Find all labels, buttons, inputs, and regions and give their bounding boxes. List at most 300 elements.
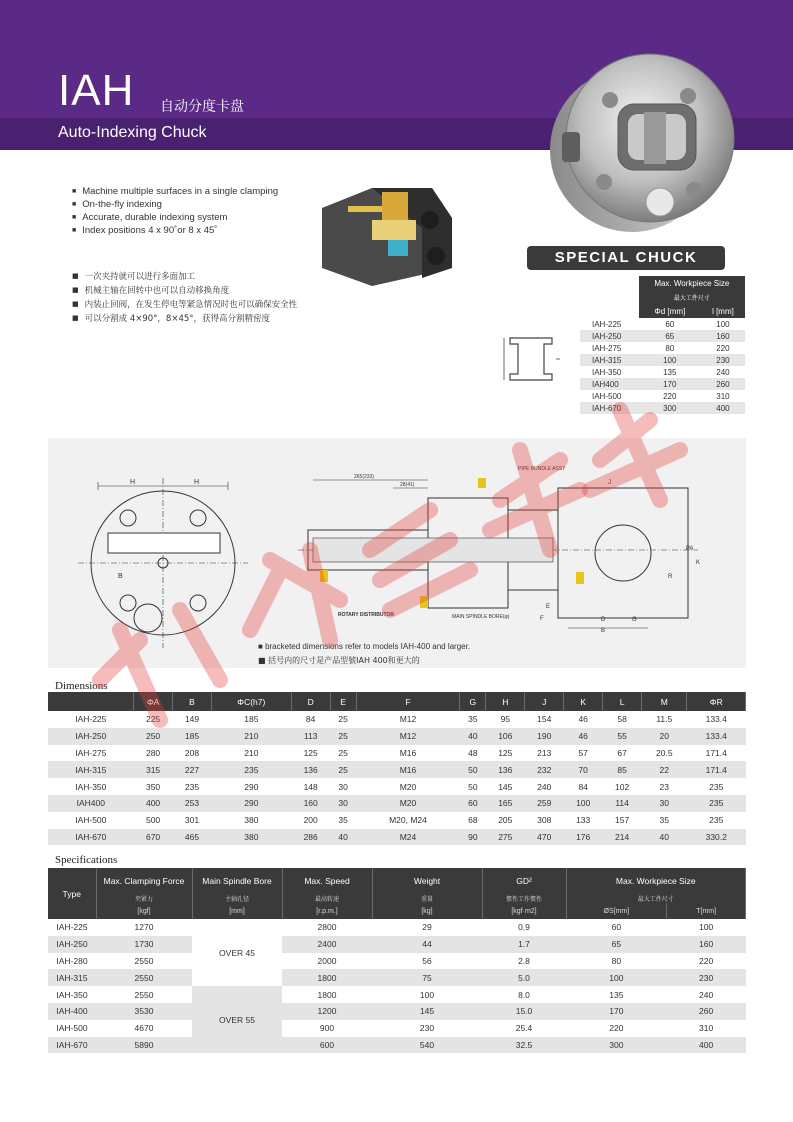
dim-header-cell: D [291, 692, 330, 711]
drawing-label-k: K [696, 560, 701, 566]
spec-table-row [48, 969, 746, 986]
dim-cell: 11.5 [656, 714, 673, 725]
dim-cell: 200 [303, 815, 318, 826]
dim-cell: 23 [659, 781, 670, 792]
spec-h-force-cn: 夹紧力 [96, 894, 192, 903]
mw-cell: 220 [663, 391, 677, 401]
dim-header-cell: F [356, 692, 460, 711]
spec-h-mw-cn: 最大工件尺寸 [566, 894, 746, 903]
spec-table-row [48, 1020, 746, 1037]
dim-cell: 315 [134, 761, 173, 778]
dim-cell: IAH-225 [75, 714, 107, 725]
feature-item-cn: ■ 内装止回阀，在发生停电等紧急情况时也可以确保安全性 [72, 298, 297, 312]
spec-h-speed-cn: 最高转速 [282, 894, 372, 903]
spec-cell: 1730 [96, 936, 192, 953]
spec-cell: IAH-280 [56, 955, 88, 966]
spec-cell: 900 [319, 1023, 335, 1034]
mw-table-row [580, 330, 745, 342]
dim-cell: 235 [211, 761, 291, 778]
front-view [78, 478, 248, 648]
dim-cell: 35 [468, 714, 478, 725]
mw-col-l: l [mm] [701, 304, 745, 318]
cutaway-illustration [312, 178, 457, 288]
mw-cell: 400 [701, 402, 745, 414]
dim-cell: M16 [356, 761, 460, 778]
dim-cell: 20.5 [656, 747, 673, 758]
page-subtitle: Auto-Indexing Chuck [58, 124, 207, 141]
spec-table-row [48, 936, 746, 953]
dim-cell: 85 [603, 761, 642, 778]
special-chuck-badge: SPECIAL CHUCK [527, 246, 725, 270]
mw-cell: 160 [701, 330, 745, 342]
dim-cell: 301 [184, 815, 200, 826]
spec-table-row [48, 953, 746, 970]
dim-cell: 280 [145, 747, 161, 758]
spec-cell: 1800 [282, 969, 372, 986]
mw-cell: 230 [701, 354, 745, 366]
dim-table-row [48, 778, 746, 795]
dim-cell: M12 [399, 714, 417, 725]
mw-cell-model: IAH-350 [592, 367, 622, 377]
dim-header-cell: L [603, 692, 642, 711]
dim-cell: 185 [173, 728, 212, 745]
dim-cell: 125 [498, 747, 513, 758]
spec-table-row [48, 1037, 746, 1054]
dim-cell: 465 [173, 829, 212, 846]
dim-table-row [48, 761, 746, 778]
dim-cell: 214 [603, 829, 642, 846]
dim-cell: 90 [460, 829, 486, 846]
mw-cell: 135 [663, 367, 677, 377]
spec-h-weight-cn: 重量 [372, 894, 482, 903]
spec-h-mw: Max. Workpiece Size [566, 868, 746, 894]
workpiece-profile-diagram [500, 330, 562, 388]
dim-cell: 286 [291, 829, 330, 846]
dim-cell: 46 [578, 714, 588, 725]
spec-cell: 300 [566, 1037, 667, 1054]
dim-cell: 210 [211, 728, 291, 745]
mw-cell: 240 [716, 367, 730, 377]
drawing-label-j: J [608, 480, 611, 486]
spec-cell: 260 [667, 1003, 746, 1020]
dim-header-cell: E [330, 692, 356, 711]
dim-table-row [48, 728, 746, 745]
spec-h-speed: Max. Speed [282, 868, 372, 894]
spec-cell: 0.9 [518, 922, 530, 933]
dim-cell: 102 [615, 781, 630, 792]
dim-cell: 205 [498, 815, 513, 826]
specifications-title: Specifications [55, 854, 118, 866]
page-title: IAH [58, 66, 135, 115]
dim-cell: 35 [659, 815, 670, 826]
dim-table-row [48, 812, 746, 829]
feature-list [72, 185, 278, 237]
drawing-label-dim1: 265(233) [354, 474, 375, 480]
dim-header-cell: G [460, 692, 486, 711]
spec-cell: 56 [422, 955, 432, 966]
spec-cell: IAH-670 [48, 1037, 96, 1054]
drawing-label-g: G [632, 617, 637, 623]
dim-cell: 50 [460, 761, 486, 778]
drawing-label-e: E [546, 604, 551, 610]
dim-cell: 350 [145, 781, 161, 792]
dim-cell: 157 [615, 815, 630, 826]
dim-cell: IAH-670 [48, 829, 134, 846]
spec-h-weight: Weight [372, 868, 482, 894]
drawing-label-bore: MAIN SPINDLE BORE(φ) [452, 614, 510, 620]
dim-cell: 190 [525, 728, 564, 745]
dim-cell: IAH-500 [75, 815, 107, 826]
dim-cell: 60 [460, 795, 486, 812]
dim-cell: 253 [173, 795, 212, 812]
drawing-label-h2: H [194, 479, 200, 486]
spec-cell: 170 [566, 1003, 667, 1020]
mw-table-row [580, 366, 745, 378]
mw-cell-model: IAH-275 [592, 343, 622, 353]
feature-item-cn: ■ 机械主轴在回转中也可以自动移换角度 [72, 284, 297, 298]
dim-cell: 25 [330, 761, 356, 778]
mw-cell: 260 [701, 378, 745, 390]
drawing-label-b: B [118, 573, 123, 580]
mw-cell-model: IAH-500 [592, 391, 622, 401]
feature-item: ■ Machine multiple surfaces in a single clamping [72, 185, 278, 198]
drawing-label-r: R [668, 574, 673, 580]
feature-list-cn [72, 270, 297, 326]
dim-cell: 35 [338, 815, 348, 826]
dim-cell: 25 [338, 747, 348, 758]
spec-cell: 5.0 [482, 969, 566, 986]
mw-cell: 310 [716, 391, 730, 401]
spec-cell: 1270 [134, 922, 154, 933]
dim-cell: 235 [687, 795, 746, 812]
side-view [298, 480, 701, 628]
spec-cell: 1200 [282, 1003, 372, 1020]
dim-cell: M24 [356, 829, 460, 846]
mw-cell-model: IAH-225 [592, 319, 622, 329]
spec-h-bore: Main Spindle Bore [192, 868, 282, 894]
dim-cell: 225 [145, 714, 161, 725]
dim-cell: 40 [642, 829, 687, 846]
dim-cell: 84 [578, 781, 588, 792]
mw-cell: 65 [639, 330, 701, 342]
dim-cell: 275 [486, 829, 525, 846]
spec-cell: 80 [611, 955, 622, 966]
dim-cell: 171.4 [687, 761, 746, 778]
dim-header-cell: J [525, 692, 564, 711]
dim-cell: IAH-350 [75, 781, 107, 792]
dim-cell: 210 [244, 747, 259, 758]
feature-item-cn: ■ 可以分割成 4×90°，8×45°，获得高分割精密度 [72, 312, 297, 326]
dim-cell: M20 [399, 781, 417, 792]
dim-header-cell: M [642, 692, 687, 711]
dim-cell: 30 [338, 781, 348, 792]
dim-cell: 149 [184, 714, 200, 725]
dim-cell: 106 [486, 728, 525, 745]
spec-cell: 5890 [96, 1037, 192, 1054]
dim-cell: 95 [500, 714, 511, 725]
dim-cell: 46 [564, 728, 603, 745]
mw-cell: 100 [716, 319, 730, 329]
dim-cell: 25 [338, 714, 348, 725]
spec-cell: 100 [699, 922, 714, 933]
drawing-note-en: ■ bracketed dimensions refer to models IAH-400 and larger. [258, 642, 471, 651]
dim-header-cell [48, 692, 134, 711]
spec-h-type: Type [48, 868, 96, 919]
mw-table-row [580, 378, 745, 390]
spec-cell: 100 [419, 989, 435, 1000]
dim-cell: 308 [537, 815, 552, 826]
dim-cell: 125 [303, 747, 318, 758]
dim-cell: 57 [578, 747, 588, 758]
spec-cell: IAH-225 [56, 922, 88, 933]
mw-cell: 170 [639, 378, 701, 390]
spec-cell: 2550 [96, 969, 192, 986]
spec-table-row [48, 986, 746, 1003]
spec-cell: 65 [566, 936, 667, 953]
spec-h-bore-unit: [mm] [192, 903, 282, 919]
spec-cell: 3530 [96, 1003, 192, 1020]
mw-cell: 60 [665, 319, 675, 329]
feature-item: ■ Accurate, durable indexing system [72, 211, 278, 224]
dim-cell: 145 [498, 781, 513, 792]
dim-cell: 136 [291, 761, 330, 778]
mw-cell-model: IAH-250 [580, 330, 639, 342]
spec-cell: 32.5 [482, 1037, 566, 1054]
dim-cell: 160 [291, 795, 330, 812]
dim-cell: 240 [537, 781, 552, 792]
spec-bore-cell: OVER 55 [192, 986, 282, 1053]
dim-cell: M16 [399, 747, 417, 758]
dim-cell: IAH400 [48, 795, 134, 812]
dim-table-row [48, 829, 746, 846]
technical-drawing [48, 438, 746, 668]
dim-cell: M20 [356, 795, 460, 812]
dim-cell: 133 [576, 815, 591, 826]
spec-cell: 600 [282, 1037, 372, 1054]
spec-cell: 2400 [282, 936, 372, 953]
drawing-label-h1: H [130, 479, 136, 486]
spec-cell: 220 [699, 955, 714, 966]
spec-cell: 2550 [134, 955, 154, 966]
spec-cell: 44 [372, 936, 482, 953]
spec-cell: 400 [667, 1037, 746, 1054]
spec-cell: 15.0 [482, 1003, 566, 1020]
mw-cell-model: IAH-315 [580, 354, 639, 366]
dim-cell: M12 [356, 728, 460, 745]
dim-cell: 400 [134, 795, 173, 812]
dim-cell: 20 [642, 728, 687, 745]
page-title-cn: 自动分度卡盘 [160, 99, 244, 115]
spec-cell: 75 [372, 969, 482, 986]
dim-cell: IAH-250 [48, 728, 134, 745]
spec-cell: IAH-400 [48, 1003, 96, 1020]
mw-table-row [580, 318, 745, 330]
feature-item: ■ Index positions 4 x 90˚or 8 x 45˚ [72, 224, 278, 237]
dim-cell: 40 [330, 829, 356, 846]
spec-cell: 100 [566, 969, 667, 986]
spec-table-row [48, 919, 746, 936]
spec-cell: 1.7 [482, 936, 566, 953]
mw-table-row [580, 342, 745, 354]
mw-table-row [580, 402, 745, 414]
dim-cell: 25 [330, 728, 356, 745]
spec-cell: 310 [699, 1023, 714, 1034]
drawing-label-f: F [540, 616, 544, 622]
spec-cell: 1800 [317, 989, 337, 1000]
spec-cell: 2000 [317, 955, 337, 966]
dim-header-cell: H [486, 692, 525, 711]
dim-cell: 84 [305, 714, 316, 725]
dim-header-cell: K [564, 692, 603, 711]
dim-cell: 232 [525, 761, 564, 778]
dim-cell: 100 [564, 795, 603, 812]
dim-cell: 165 [486, 795, 525, 812]
spec-h-t-unit: T[mm] [667, 903, 746, 919]
dim-cell: 70 [564, 761, 603, 778]
spec-cell: IAH-500 [56, 1023, 88, 1034]
spec-cell: 160 [667, 936, 746, 953]
drawing-label-dim2: 28(41) [400, 482, 415, 488]
dim-header-cell: ΦC(h7) [211, 692, 291, 711]
dim-cell: 148 [303, 781, 318, 792]
dim-cell: 55 [603, 728, 642, 745]
drawing-label-rotary: ROTARY DISTRIBUTOR [338, 612, 394, 618]
spec-h-bore-cn: 主轴孔径 [192, 894, 282, 903]
dim-cell: 227 [173, 761, 212, 778]
mw-table-row [580, 354, 745, 366]
spec-cell: 230 [667, 969, 746, 986]
dim-cell: 68 [468, 815, 478, 826]
dim-cell: 114 [603, 795, 642, 812]
spec-h-gd-unit: [kgf·m2] [482, 903, 566, 919]
dim-cell: 48 [468, 747, 478, 758]
dim-cell: 113 [291, 728, 330, 745]
spec-cell: 220 [609, 1023, 624, 1034]
dimensions-table [48, 692, 746, 845]
spec-h-force-unit: [kgf] [96, 903, 192, 919]
dim-cell: 50 [468, 781, 478, 792]
dim-cell: 30 [642, 795, 687, 812]
dim-cell: 290 [211, 795, 291, 812]
spec-cell: 2550 [134, 989, 154, 1000]
dim-cell: 380 [244, 815, 259, 826]
spec-h-force: Max. Clamping Force [96, 868, 192, 894]
dim-cell: 171.4 [705, 747, 727, 758]
dim-cell: 58 [617, 714, 627, 725]
spec-cell: 29 [422, 922, 432, 933]
drawing-label-pipe: PIPE BUNDLE ASSY [518, 466, 566, 472]
dim-header-cell: B [173, 692, 212, 711]
spec-cell: 2.8 [518, 955, 530, 966]
spec-cell: IAH-250 [48, 936, 96, 953]
technical-drawing-svg [48, 438, 746, 668]
dim-cell: 40 [460, 728, 486, 745]
dim-cell: 136 [486, 761, 525, 778]
dim-cell: 67 [617, 747, 627, 758]
dimensions-title: Dimensions [55, 680, 108, 692]
mw-cell-model: IAH400 [580, 378, 639, 390]
dim-table-row [48, 745, 746, 762]
dim-cell: 380 [211, 829, 291, 846]
dim-cell: 176 [564, 829, 603, 846]
spec-cell: IAH-350 [56, 989, 88, 1000]
dim-cell: 154 [537, 714, 552, 725]
spec-cell: 145 [372, 1003, 482, 1020]
drawing-label-b2: B [601, 628, 606, 634]
spec-cell: 240 [699, 989, 714, 1000]
spec-cell: 4670 [134, 1023, 154, 1034]
spec-table-row [48, 1003, 746, 1020]
dim-cell: IAH-315 [48, 761, 134, 778]
spec-cell: 230 [419, 1023, 435, 1034]
spec-h-s-unit: ØS[mm] [566, 903, 667, 919]
mw-table-row [580, 390, 745, 402]
spec-h-gd: GD² [482, 868, 566, 894]
dim-cell: 22 [642, 761, 687, 778]
drawing-label-d: D [601, 617, 606, 623]
spec-bore-cell: OVER 45 [192, 919, 282, 986]
drawing-label-pa: PA [686, 546, 694, 552]
mw-cell-model: IAH-670 [580, 402, 639, 414]
mw-header: Max. Workpiece Size [639, 276, 745, 290]
spec-cell: 2800 [317, 922, 337, 933]
spec-h-weight-unit: [kg] [372, 903, 482, 919]
mw-header-cn: 最大工件尺寸 [639, 290, 745, 304]
mw-col-d: Φd [mm] [639, 304, 701, 318]
dim-table-row [48, 711, 746, 728]
spec-cell: IAH-315 [48, 969, 96, 986]
dim-cell: IAH-275 [75, 747, 107, 758]
dim-cell: 235 [184, 781, 200, 792]
specifications-table [48, 868, 746, 1053]
dim-cell: 213 [537, 747, 552, 758]
dim-cell: 259 [525, 795, 564, 812]
max-workpiece-table [580, 276, 745, 414]
dim-header-cell: ΦA [134, 692, 173, 711]
spec-cell: 8.0 [518, 989, 530, 1000]
dim-cell: 250 [134, 728, 173, 745]
feature-item: ■ On-the-fly indexing [72, 198, 278, 211]
drawing-note-cn: ■ 括号内的尺寸是产品型號IAH 400和更大的 [258, 656, 420, 665]
dim-cell: 470 [525, 829, 564, 846]
dim-cell: 133.4 [687, 728, 746, 745]
dim-cell: 500 [145, 815, 161, 826]
spec-cell: 135 [609, 989, 624, 1000]
dim-cell: 330.2 [687, 829, 746, 846]
dim-cell: 185 [244, 714, 259, 725]
chuck-photo-image [540, 42, 740, 234]
feature-item-cn: ■ 一次夹持就可以进行多面加工 [72, 270, 297, 284]
dim-cell: 133.4 [705, 714, 727, 725]
mw-cell: 220 [716, 343, 730, 353]
dim-cell: 30 [330, 795, 356, 812]
dim-cell: 670 [134, 829, 173, 846]
dim-cell: 235 [709, 815, 724, 826]
mw-cell: 300 [639, 402, 701, 414]
dim-cell: M20, M24 [389, 815, 427, 826]
mw-cell: 80 [665, 343, 675, 353]
mw-cell: 100 [639, 354, 701, 366]
spec-cell: 540 [372, 1037, 482, 1054]
dim-cell: 290 [244, 781, 259, 792]
spec-cell: 60 [611, 922, 622, 933]
dim-cell: 235 [709, 781, 724, 792]
dim-header-cell: ΦR [687, 692, 746, 711]
spec-h-speed-unit: [r.p.m.] [282, 903, 372, 919]
dim-table-row [48, 795, 746, 812]
dim-cell: 208 [184, 747, 200, 758]
spec-h-gd-cn: 惯性工作惯性 [482, 894, 566, 903]
